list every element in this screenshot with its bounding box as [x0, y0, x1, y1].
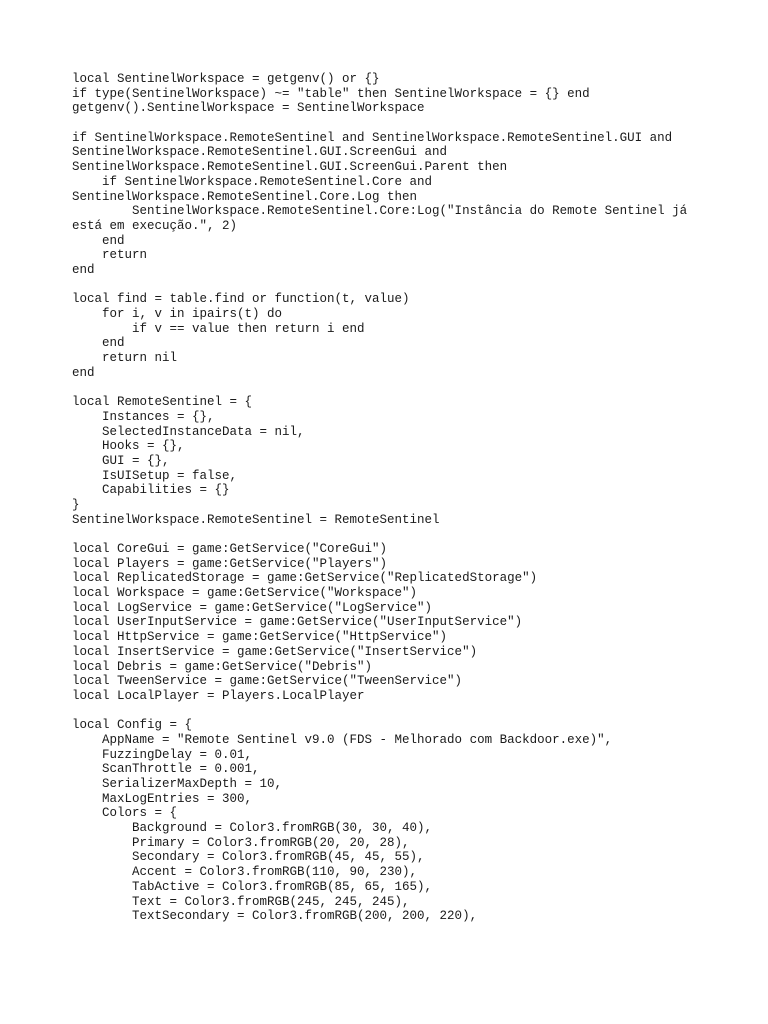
blank-line	[72, 278, 712, 293]
code-line: Hooks = {},	[72, 439, 185, 454]
code-line: Background = Color3.fromRGB(30, 30, 40),	[72, 821, 433, 836]
code-line: SentinelWorkspace.RemoteSentinel.Core.Log then	[72, 189, 418, 204]
code-line: GUI = {},	[72, 453, 170, 468]
code-line: FuzzingDelay = 0.01,	[72, 747, 253, 762]
code-line: SerializerMaxDepth = 10,	[72, 777, 283, 791]
code-line: local HttpService = game:GetService("HttpService")	[72, 630, 448, 645]
code-line: local Players = game:GetService("Players")	[72, 556, 388, 571]
code-line: local Workspace = game:GetService("Workspace")	[72, 586, 418, 601]
code-line: local find = table.find or function(t, value)	[72, 292, 410, 307]
code-line: Primary = Color3.fromRGB(20, 20, 28),	[72, 835, 410, 850]
code-block	[72, 72, 712, 924]
code-line: for i, v in ipairs(t) do	[72, 307, 283, 321]
code-line: end	[72, 262, 95, 277]
code-line: está em execução.", 2)	[72, 218, 238, 233]
code-line: TextSecondary = Color3.fromRGB(200, 200, 220),	[72, 909, 478, 924]
code-line: SentinelWorkspace.RemoteSentinel.GUI.ScreenGui and	[72, 145, 448, 160]
code-line: local InsertService = game:GetService("InsertService")	[72, 644, 478, 659]
blank-line	[72, 704, 712, 719]
code-line: local TweenService = game:GetService("TweenService")	[72, 674, 463, 689]
code-line: Capabilities = {}	[72, 483, 230, 498]
code-line: MaxLogEntries = 300,	[72, 791, 253, 806]
blank-line	[72, 527, 712, 542]
code-line: getgenv().SentinelWorkspace = SentinelWorkspace	[72, 101, 425, 116]
blank-line	[72, 116, 712, 131]
code-line: local LogService = game:GetService("LogService")	[72, 600, 433, 615]
code-line: local UserInputService = game:GetService("UserInputService")	[72, 615, 523, 630]
code-line: local SentinelWorkspace = getgenv() or {}	[72, 72, 380, 86]
code-line: AppName = "Remote Sentinel v9.0 (FDS - Melhorado com Backdoor.exe)",	[72, 732, 613, 747]
code-line: local CoreGui = game:GetService("CoreGui")	[72, 542, 388, 556]
code-line: if SentinelWorkspace.RemoteSentinel and SentinelWorkspace.RemoteSentinel.GUI and	[72, 130, 673, 145]
code-line: return nil	[72, 351, 178, 366]
code-line: SentinelWorkspace.RemoteSentinel = RemoteSentinel	[72, 512, 440, 527]
code-line: }	[72, 497, 80, 512]
code-line: local ReplicatedStorage = game:GetService("ReplicatedStorage")	[72, 571, 538, 586]
code-line: end	[72, 233, 125, 248]
code-line: if type(SentinelWorkspace) ~= "table" then SentinelWorkspace = {} end	[72, 86, 590, 101]
code-line: Secondary = Color3.fromRGB(45, 45, 55),	[72, 850, 425, 865]
code-line: local RemoteSentinel = {	[72, 395, 253, 410]
code-line: IsUISetup = false,	[72, 468, 238, 483]
code-line: SentinelWorkspace.RemoteSentinel.GUI.ScreenGui.Parent then	[72, 160, 508, 175]
code-line: local Debris = game:GetService("Debris")	[72, 659, 373, 674]
blank-line	[72, 380, 712, 395]
code-line: Text = Color3.fromRGB(245, 245, 245),	[72, 894, 410, 909]
code-line: ScanThrottle = 0.001,	[72, 762, 260, 777]
code-line: local LocalPlayer = Players.LocalPlayer	[72, 688, 365, 703]
code-line: Instances = {},	[72, 409, 215, 424]
code-line: Accent = Color3.fromRGB(110, 90, 230),	[72, 865, 418, 880]
code-line: if v == value then return i end	[72, 321, 365, 336]
code-line: local Config = {	[72, 718, 193, 733]
code-line: SelectedInstanceData = nil,	[72, 424, 305, 439]
code-line: TabActive = Color3.fromRGB(85, 65, 165),	[72, 879, 433, 894]
code-line: end	[72, 365, 95, 380]
code-line: return	[72, 248, 148, 263]
code-line: Colors = {	[72, 806, 178, 821]
code-line: end	[72, 336, 125, 351]
code-line: if SentinelWorkspace.RemoteSentinel.Core and	[72, 174, 433, 189]
code-line: SentinelWorkspace.RemoteSentinel.Core:Log("Instância do Remote Sentinel já	[72, 204, 688, 219]
